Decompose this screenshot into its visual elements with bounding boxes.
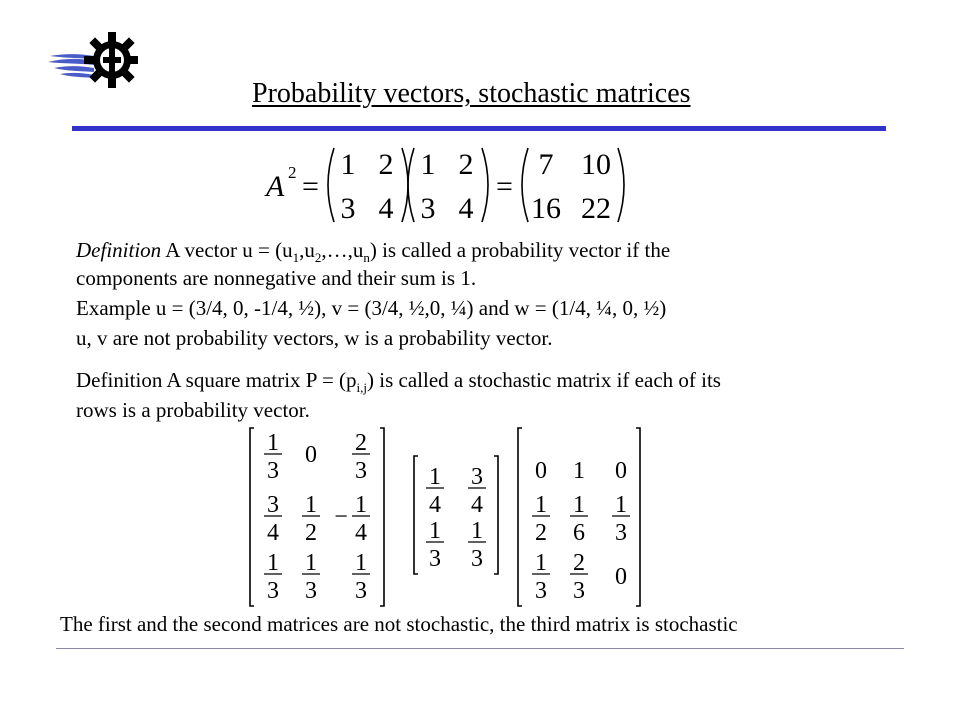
gear-shape (84, 32, 138, 88)
m2-r1c2-den: 4 (471, 492, 483, 518)
eq-result-cell: 7 (538, 148, 554, 181)
m3-r1c3: 0 (615, 458, 627, 484)
subscript: i,j (356, 380, 368, 396)
eq-lhs-symbol: A (266, 170, 285, 203)
eq-result-cell: 22 (581, 192, 611, 225)
m1-r1c3-den: 3 (355, 458, 367, 484)
m3-r3c1-num: 1 (535, 550, 547, 576)
m1-r3c3-num: 1 (355, 550, 367, 576)
m1-r2c3-den: 4 (355, 520, 367, 546)
m3-r2c2-den: 6 (573, 520, 585, 546)
m2-r2c1-den: 3 (429, 546, 441, 572)
m3-r3c2-den: 3 (573, 578, 585, 604)
m3-r2c1-num: 1 (535, 492, 547, 518)
m3-r2c1-den: 2 (535, 520, 547, 546)
title-underline-rule (72, 126, 886, 131)
eq-a-cell: 2 (378, 148, 394, 181)
eq-a-cell: 3 (340, 192, 356, 225)
eq-b-cell: 3 (420, 192, 436, 225)
m1-r2c3-num: 1 (355, 492, 367, 518)
eq-a-cell: 1 (340, 148, 356, 181)
m1-r3c3-den: 3 (355, 578, 367, 604)
m1-r2c3-sign: − (334, 504, 348, 530)
eq-b-cell: 2 (458, 148, 474, 181)
subscript: 1 (292, 250, 300, 266)
m3-r3c2-num: 2 (573, 550, 585, 576)
definition-matrix-line-2: rows is a probability vector. (76, 398, 310, 422)
text-fragment: ) is called a stochastic matrix if each of its (367, 368, 721, 392)
text-fragment: ,…,u (321, 238, 364, 262)
conclusion-text: The first and the second matrices are not stochastic, the third matrix is stochastic (60, 612, 738, 636)
eq-sign-1: = (302, 170, 319, 203)
eq-exponent: 2 (288, 163, 297, 182)
example-line: Example u = (3/4, 0, -1/4, ½), v = (3/4, ½,0, ¼) and w = (1/4, ¼, 0, ½) (76, 296, 667, 320)
m3-r3c3: 0 (615, 564, 627, 590)
m2-r1c1-num: 1 (429, 464, 441, 490)
m1-r2c1-num: 3 (267, 492, 279, 518)
matrix-square-equation (262, 140, 642, 230)
example-matrices (240, 424, 660, 610)
m1-r2c2-num: 1 (305, 492, 317, 518)
eq-sign-2: = (496, 170, 513, 203)
m1-r3c1-num: 1 (267, 550, 279, 576)
m1-r1c2: 0 (305, 442, 317, 468)
gear-logo-icon (46, 28, 138, 92)
m1-r1c3-num: 2 (355, 430, 367, 456)
example-note-line: u, v are not probability vectors, w is a probability vector. (76, 326, 553, 350)
page-title: Probability vectors, stochastic matrices (252, 78, 691, 109)
m3-r1c1: 0 (535, 458, 547, 484)
text-fragment: ) is called a probability vector if the (369, 238, 671, 262)
eq-b-cell: 4 (458, 192, 474, 225)
m3-r3c1-den: 3 (535, 578, 547, 604)
eq-result-cell: 10 (581, 148, 611, 181)
m3-r2c2-num: 1 (573, 492, 585, 518)
m3-r2c3-den: 3 (615, 520, 627, 546)
m1-r2c1-den: 4 (267, 520, 279, 546)
m1-r3c2-den: 3 (305, 578, 317, 604)
eq-brackets (328, 148, 624, 222)
m2-r2c1-num: 1 (429, 518, 441, 544)
m2-r1c1-den: 4 (429, 492, 441, 518)
m1-r1c1-den: 3 (267, 458, 279, 484)
m2-r1c2-num: 3 (471, 464, 483, 490)
m2-r2c2-num: 1 (471, 518, 483, 544)
m1-r2c2-den: 2 (305, 520, 317, 546)
m1-r3c2-num: 1 (305, 550, 317, 576)
definition-term: Definition (76, 238, 162, 262)
subscript: n (363, 250, 370, 266)
bottom-rule (56, 648, 904, 649)
subscript: 2 (314, 250, 322, 266)
m3-r2c3-num: 1 (615, 492, 627, 518)
text-fragment: ,u (299, 238, 315, 262)
definition-matrix-line-1 (76, 368, 721, 396)
text-fragment: A vector u = (u (161, 238, 293, 262)
m2-r2c2-den: 3 (471, 546, 483, 572)
eq-a-cell: 4 (378, 192, 394, 225)
definition-vector-line-2: components are nonnegative and their sum is 1. (76, 266, 477, 290)
m1-r3c1-den: 3 (267, 578, 279, 604)
eq-result-cell: 16 (531, 192, 561, 225)
m1-r1c1-num: 1 (267, 430, 279, 456)
eq-b-cell: 1 (420, 148, 436, 181)
text-fragment: Definition A square matrix P = (p (76, 368, 357, 392)
definition-vector-line-1 (76, 238, 670, 266)
m3-r1c2: 1 (573, 458, 585, 484)
